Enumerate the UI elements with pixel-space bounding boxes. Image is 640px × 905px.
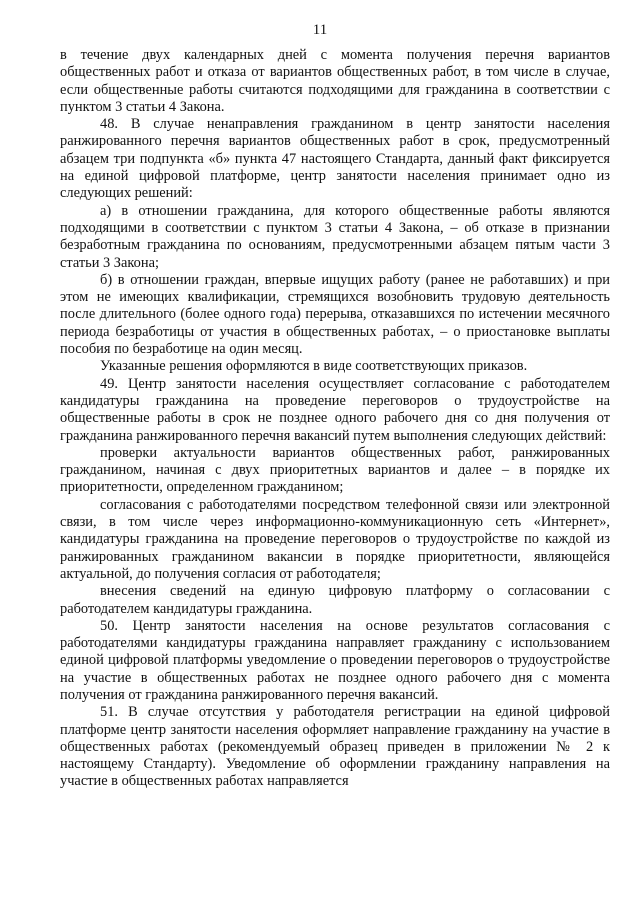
- page-number: 11: [312, 22, 328, 38]
- paragraph-49-agreement: согласования с работодателями посредством телефонной связи или электронной связи, в том числе через информационно-коммуникационную сеть «Интернет», кандидатуры гражданина на проведение переговоров о трудоустройстве по каждой из ранжированных гражданином вакансии в порядке приоритетности, являющейся актуальной, до получения согласия от работодателя;: [60, 496, 610, 582]
- paragraph-48: 48. В случае ненаправления гражданином в центр занятости населения ранжированного перечня вариантов общественных работ в срок, предусмотренный абзацем три подпункта «б» пункта 47 настоящего Стандарта, данный факт фиксируется на единой цифровой платформе, центр занятости населения принимает одно из следующих решений:: [60, 116, 610, 202]
- paragraph-49: 49. Центр занятости населения осуществляет согласование с работодателем кандидатуры гражданина на проведение переговоров о трудоустройстве на общественные работы в срок не позднее одного рабочего дня со дня получения от гражданина ранжированного перечня вакансий путем выполнения следующих действий:: [60, 375, 610, 444]
- paragraph-49-check: проверки актуальности вариантов общественных работ, ранжированных гражданином, начиная с двух приоритетных вариантов и далее – в порядке их приоритетности, определенном гражданином;: [60, 444, 610, 496]
- document-body: [60, 47, 610, 791]
- paragraph-48-orders: Указанные решения оформляются в виде соответствующих приказов.: [100, 358, 528, 375]
- paragraph-50: 50. Центр занятости населения на основе результатов согласования с работодателями кандидатуры гражданина направляет гражданину с использованием единой цифровой платформы уведомление о проведении переговоров о трудоустройстве на участие в общественных работах не позднее одного рабочего дня с момента получения от гражданина ранжированного перечня вакансий.: [60, 617, 610, 703]
- paragraph-48-b: б) в отношении граждан, впервые ищущих работу (ранее не работавших) и при этом не имеющих квалификации, стремящихся возобновить трудовую деятельность после длительного (более одного года) перерыва, отказавшихся по истечении месячного периода безработицы от участия в общественных работах, – о приостановке выплаты пособия по безработице на один месяц.: [60, 271, 610, 358]
- paragraph-48-a: а) в отношении гражданина, для которого общественные работы являются подходящими в соответствии с пунктом 3 статьи 4 Закона, – об отказе в признании безработным гражданина по основаниям, предусмотренными абзацем пятым части 3 статьи 3 Закона;: [60, 202, 610, 271]
- paragraph-continuation: в течение двух календарных дней с момента получения перечня вариантов общественных работ и отказа от вариантов общественных работ, в том числе в случае, если общественные работы считаются подходящими для гражданина в соответствии с пунктом 3 статьи 4 Закона.: [60, 47, 610, 115]
- paragraph-49-entry: внесения сведений на единую цифровую платформу о согласовании с работодателем кандидатуры гражданина.: [60, 583, 610, 617]
- paragraph-51: 51. В случае отсутствия у работодателя регистрации на единой цифровой платформе центр занятости населения оформляет направление гражданину на участие в общественных работах (рекомендуемый образец приведен в приложении № 2 к настоящему Стандарту). Уведомление об оформлении гражданину направления на участие в общественных работах направляется: [60, 704, 610, 790]
